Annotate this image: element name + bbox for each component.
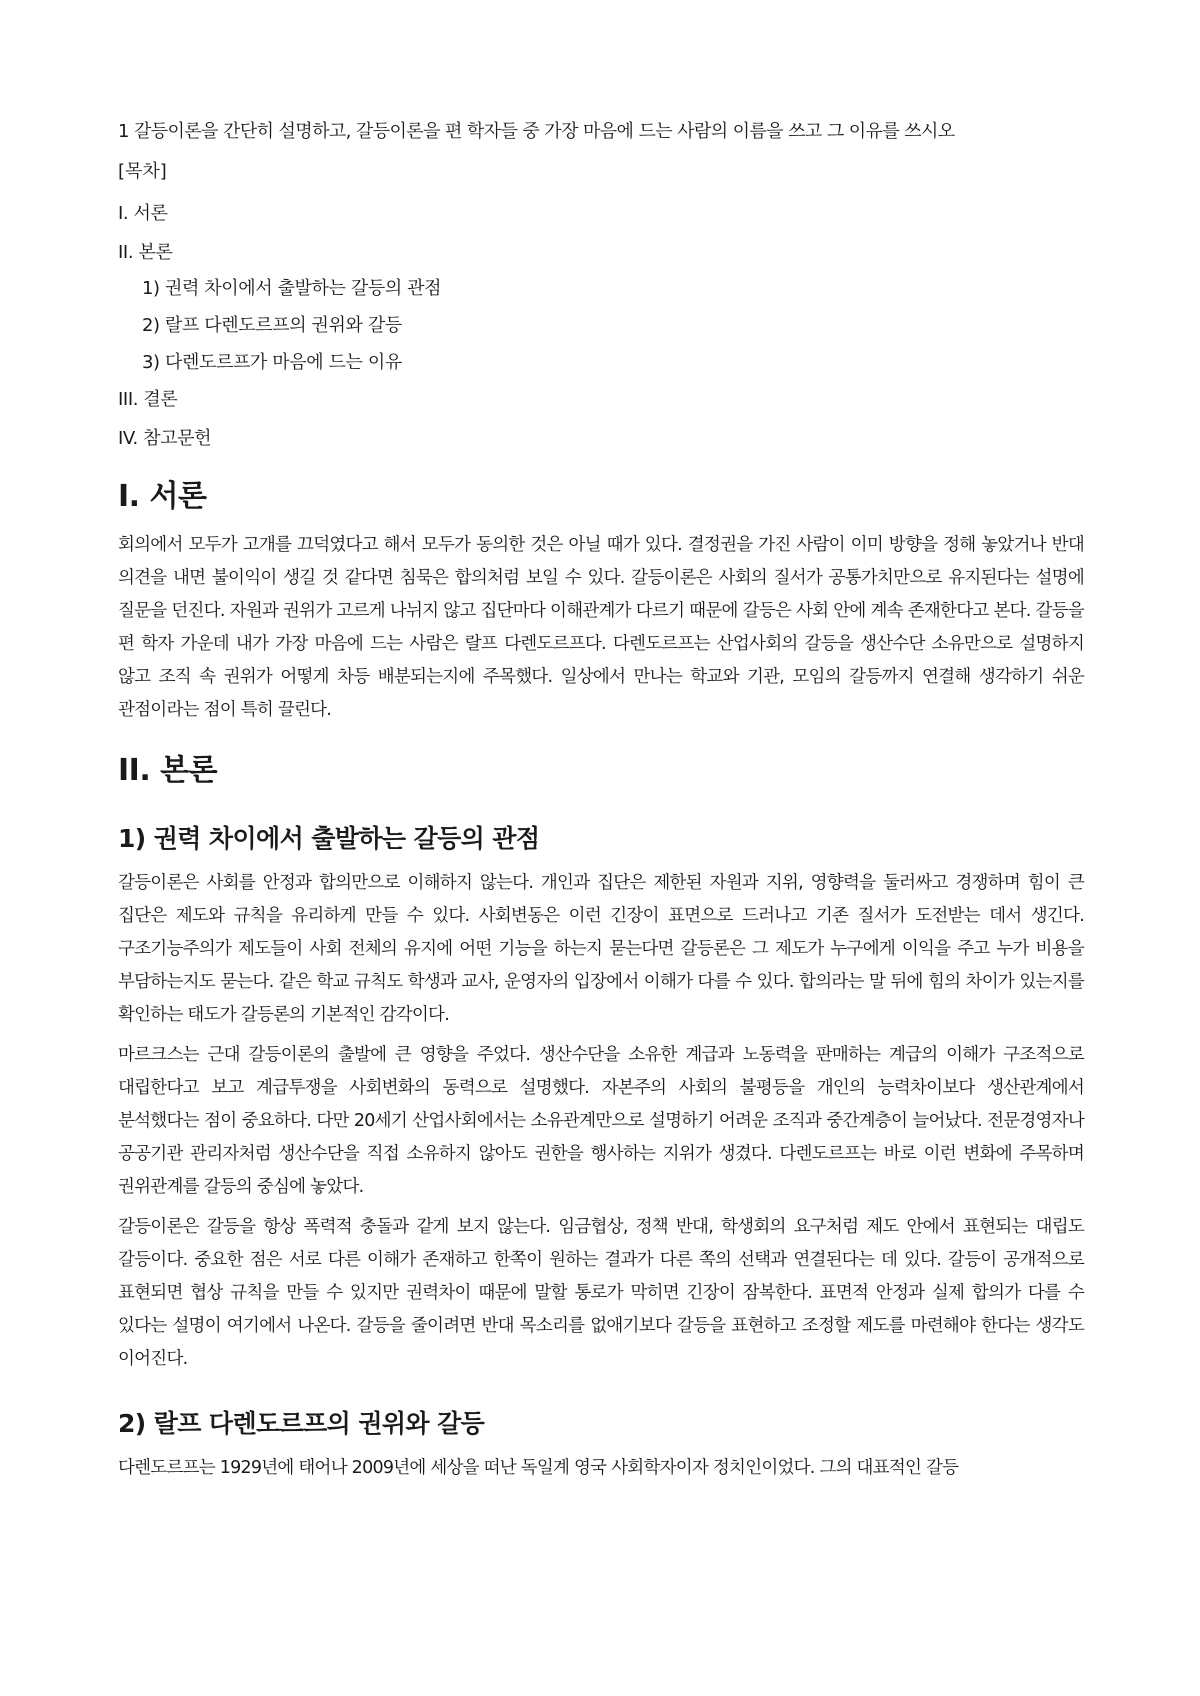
toc-sub-item-1: 1) 권력 차이에서 출발하는 갈등의 관점 <box>142 278 442 299</box>
toc-sub-list <box>118 275 1084 377</box>
heading-introduction: I. 서론 <box>118 479 207 514</box>
assignment-question: 1 갈등이론을 간단히 설명하고, 갈등이론을 편 학자들 중 가장 마음에 드는 사람의 이름을 쓰고 그 이유를 쓰시오 <box>118 121 955 142</box>
subheading-dahrendorf-authority: 2) 랄프 다렌도르프의 권위와 갈등 <box>118 1409 485 1438</box>
toc-item-references: IV. 참고문헌 <box>118 428 212 449</box>
toc-title: [목차] <box>118 161 167 182</box>
toc-sub-item-3: 3) 다렌도르프가 마음에 드는 이유 <box>142 352 402 373</box>
toc-list <box>118 200 1084 453</box>
body-paragraph: 마르크스는 근대 갈등이론의 출발에 큰 영향을 주었다. 생산수단을 소유한 계급과 노동력을 판매하는 계급의 이해가 구조적으로 대립한다고 보고 계급투쟁을 사회변화의 동력으로 설명했다. 자본주의 사회의 불평등을 개인의 능력차이보다 생산관계에서 분석했다는 점이 중요하다. 다만 20세기 산업사회에서는 소유관계만으로 설명하기 어려운 조직과 중간계층이 늘어났다. 전문경영자나 공공기관 관리자처럼 생산수단을 직접 소유하지 않아도 권한을 행사하는 지위가 생겼다. 다렌도르프는 바로 이런 변화에 주목하며 권위관계를 갈등의 중심에 놓았다. <box>118 1045 1084 1197</box>
body-paragraph: 갈등이론은 사회를 안정과 합의만으로 이해하지 않는다. 개인과 집단은 제한된 자원과 지위, 영향력을 둘러싸고 경쟁하며 힘이 큰 집단은 제도와 규칙을 유리하게 만들 수 있다. 사회변동은 이런 긴장이 표면으로 드러나고 기존 질서가 도전받는 데서 생긴다. 구조기능주의가 제도들이 사회 전체의 유지에 어떤 기능을 하는지 묻는다면 갈등론은 그 제도가 누구에게 이익을 주고 누가 비용을 부담하는지도 묻는다. 같은 학교 규칙도 학생과 교사, 운영자의 입장에서 이해가 다를 수 있다. 합의라는 말 뒤에 힘의 차이가 있는지를 확인하는 태도가 갈등론의 기본적인 감각이다. <box>118 873 1084 1025</box>
toc-item-conclusion: III. 결론 <box>118 389 178 410</box>
introduction-paragraph: 회의에서 모두가 고개를 끄덕였다고 해서 모두가 동의한 것은 아닐 때가 있다. 결정권을 가진 사람이 이미 방향을 정해 놓았거나 반대 의견을 내면 불이익이 생길 것 같다면 침묵은 합의처럼 보일 수 있다. 갈등이론은 사회의 질서가 공통가치만으로 유지된다는 설명에 질문을 던진다. 자원과 권위가 고르게 나뉘지 않고 집단마다 이해관계가 다르기 때문에 갈등은 사회 안에 계속 존재한다고 본다. 갈등을 편 학자 가운데 내가 가장 마음에 드는 사람은 랄프 다렌도르프다. 다렌도르프는 산업사회의 갈등을 생산수단 소유만으로 설명하지 않고 조직 속 권위가 어떻게 차등 배분되는지에 주목했다. 일상에서 만나는 학교와 기관, 모임의 갈등까지 연결해 생각하기 쉬운 관점이라는 점이 특히 끌린다. <box>118 535 1084 720</box>
body-paragraph: 갈등이론은 갈등을 항상 폭력적 충돌과 같게 보지 않는다. 임금협상, 정책 반대, 학생회의 요구처럼 제도 안에서 표현되는 대립도 갈등이다. 중요한 점은 서로 다른 이해가 존재하고 한쪽이 원하는 결과가 다른 쪽의 선택과 연결된다는 데 있다. 갈등이 공개적으로 표현되면 협상 규칙을 만들 수 있지만 권력차이 때문에 말할 통로가 막히면 긴장이 잠복한다. 표면적 안정과 실제 합의가 다를 수 있다는 설명이 여기에서 나온다. 갈등을 줄이려면 반대 목소리를 없애기보다 갈등을 표현하고 조정할 제도를 마련해야 한다는 생각도 이어진다. <box>118 1217 1084 1369</box>
toc-sub-group <box>118 275 1084 377</box>
table-of-contents <box>118 158 1084 453</box>
body-paragraph: 다렌도르프는 1929년에 태어나 2009년에 세상을 떠난 독일계 영국 사회학자이자 정치인이었다. 그의 대표적인 갈등 <box>118 1458 959 1478</box>
toc-item-body-label: II. 본론 <box>118 242 173 263</box>
subheading-power-difference: 1) 권력 차이에서 출발하는 갈등의 관점 <box>118 824 540 853</box>
toc-item-introduction: I. 서론 <box>118 203 168 224</box>
document-page <box>118 118 1084 1492</box>
toc-item-body <box>118 239 1084 267</box>
heading-body: II. 본론 <box>118 753 218 788</box>
toc-sub-item-2: 2) 랄프 다렌도르프의 권위와 갈등 <box>142 315 402 336</box>
